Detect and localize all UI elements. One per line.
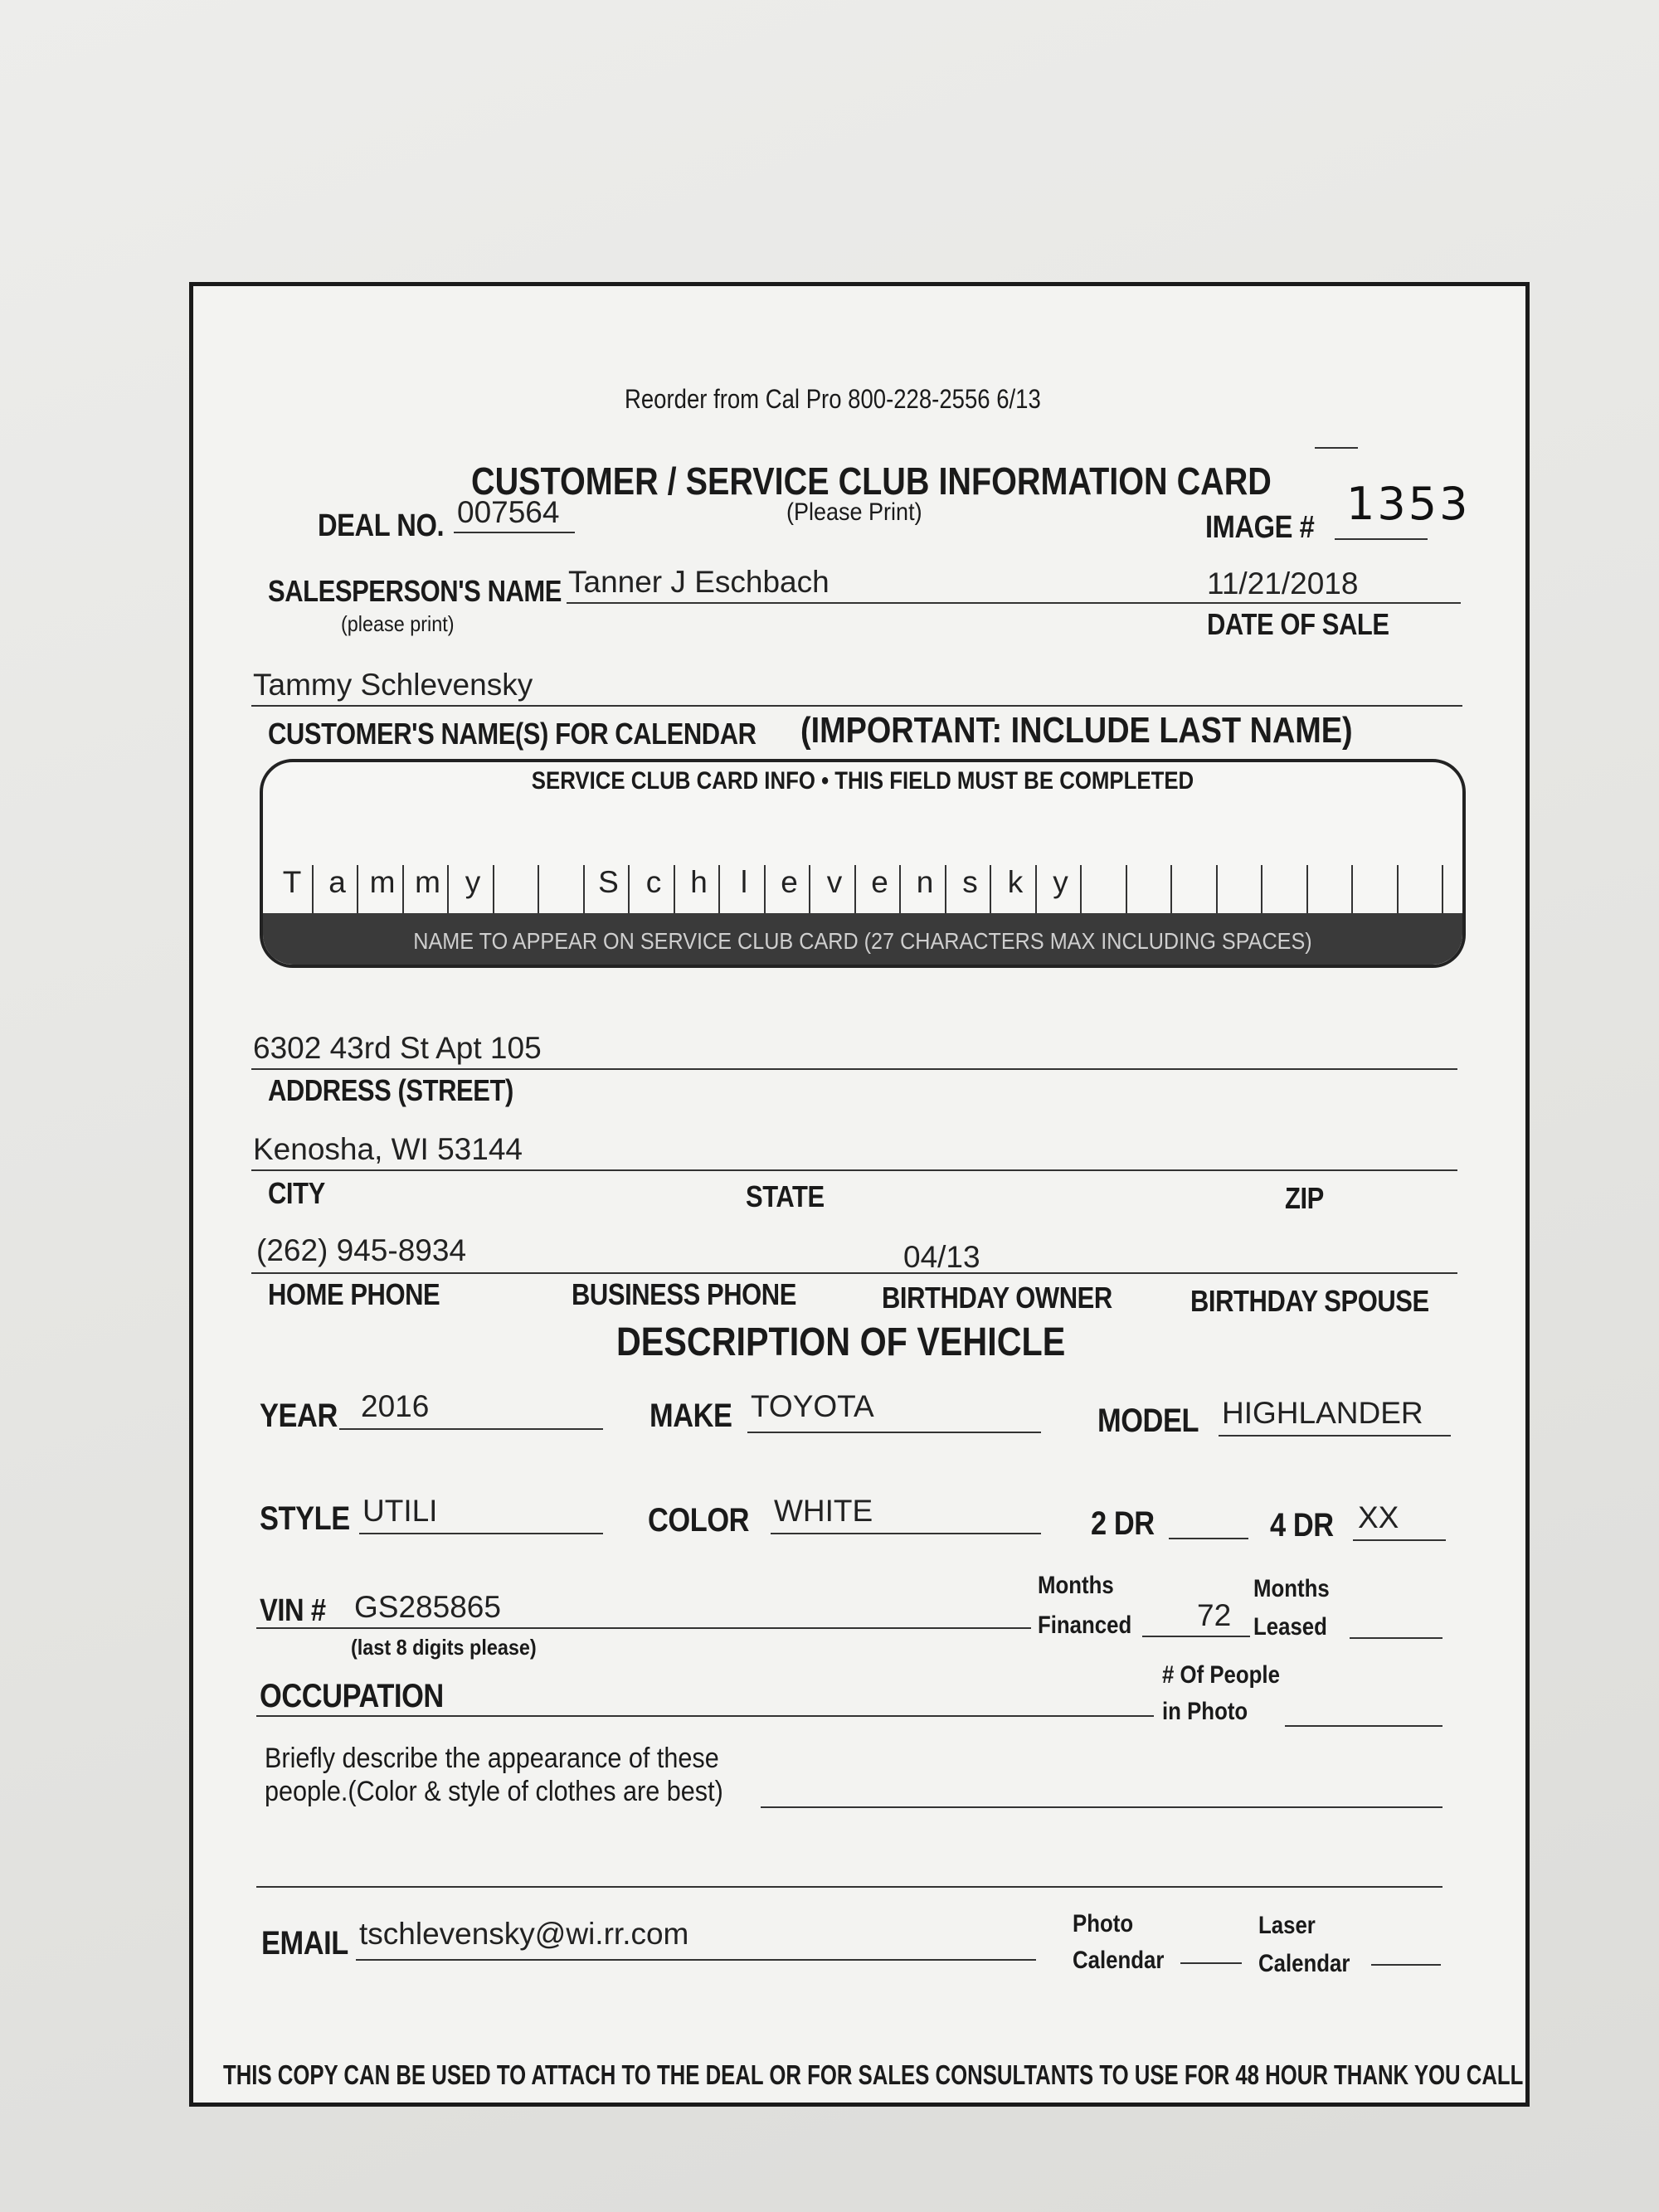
- months-leased-label-1: Months: [1253, 1575, 1330, 1602]
- style-value[interactable]: UTILI: [362, 1494, 438, 1528]
- char-divider: [312, 865, 314, 916]
- service-club-char[interactable]: s: [962, 865, 978, 899]
- char-divider: [899, 865, 901, 916]
- style-label: STYLE: [260, 1500, 350, 1537]
- char-divider: [718, 865, 720, 916]
- char-divider: [1080, 865, 1082, 916]
- describe-line-2: people.(Color & style of clothes are best): [265, 1776, 723, 1807]
- char-divider: [1126, 865, 1127, 916]
- char-divider: [1442, 865, 1443, 916]
- char-divider: [990, 865, 991, 916]
- please-print-note: (Please Print): [786, 498, 922, 526]
- four-door-line: [1353, 1539, 1446, 1541]
- char-divider: [945, 865, 946, 916]
- service-club-char[interactable]: n: [916, 865, 934, 899]
- vin-line: [256, 1627, 1031, 1629]
- model-label: MODEL: [1097, 1403, 1199, 1439]
- char-divider: [1261, 865, 1262, 916]
- photo-calendar-label-1: Photo: [1073, 1910, 1134, 1937]
- customer-name-label: CUSTOMER'S NAME(S) FOR CALENDAR: [268, 717, 757, 751]
- make-value[interactable]: TOYOTA: [751, 1389, 874, 1423]
- service-club-char[interactable]: l: [740, 865, 748, 899]
- people-in-photo-label-1: # Of People: [1162, 1661, 1280, 1689]
- service-club-char[interactable]: a: [328, 865, 346, 899]
- two-door-label: 2 DR: [1091, 1505, 1155, 1542]
- vin-note: (last 8 digits please): [351, 1635, 537, 1660]
- home-phone-label: HOME PHONE: [268, 1277, 440, 1311]
- service-club-footer-bar: [263, 913, 1462, 965]
- char-divider: [1035, 865, 1037, 916]
- char-divider: [1216, 865, 1218, 916]
- two-door-line: [1169, 1538, 1248, 1539]
- char-divider: [538, 865, 539, 916]
- people-in-photo-label-2: in Photo: [1162, 1698, 1248, 1725]
- laser-calendar-label-2: Calendar: [1258, 1950, 1350, 1977]
- describe-line-a: [761, 1806, 1443, 1808]
- city-value[interactable]: Kenosha, WI 53144: [253, 1132, 523, 1166]
- four-door-label: 4 DR: [1270, 1507, 1334, 1544]
- char-divider: [493, 865, 494, 916]
- service-club-char[interactable]: h: [690, 865, 708, 899]
- card-footer-note: THIS COPY CAN BE USED TO ATTACH TO THE DEAL OR FOR SALES CONSULTANTS TO USE FOR 48 HOUR THANK YOU CALL: [223, 2059, 1524, 2090]
- char-divider: [854, 865, 856, 916]
- char-divider: [764, 865, 766, 916]
- date-of-sale-line: [1204, 602, 1461, 604]
- service-club-char[interactable]: k: [1007, 865, 1024, 899]
- char-divider: [1306, 865, 1308, 916]
- color-line: [771, 1533, 1041, 1534]
- birthday-owner-label: BIRTHDAY OWNER: [882, 1281, 1112, 1315]
- char-divider: [1351, 865, 1353, 916]
- city-label: CITY: [268, 1176, 325, 1210]
- vin-label: VIN #: [260, 1593, 326, 1628]
- year-value[interactable]: 2016: [361, 1389, 430, 1423]
- image-no-value[interactable]: 1353: [1346, 478, 1471, 530]
- char-divider: [674, 865, 675, 916]
- salesperson-value[interactable]: Tanner J Eschbach: [568, 565, 830, 599]
- date-of-sale-label: DATE OF SALE: [1207, 607, 1389, 641]
- phones-line: [251, 1272, 1457, 1274]
- service-club-char[interactable]: m: [369, 865, 396, 899]
- customer-info-card: [189, 282, 1530, 2107]
- service-club-box: [260, 759, 1466, 968]
- service-club-footer: NAME TO APPEAR ON SERVICE CLUB CARD (27 CHARACTERS MAX INCLUDING SPACES): [413, 928, 1312, 954]
- char-divider: [628, 865, 630, 916]
- occupation-line: [256, 1715, 1154, 1717]
- address-label: ADDRESS (STREET): [268, 1073, 513, 1107]
- laser-calendar-label-1: Laser: [1258, 1912, 1316, 1939]
- deal-no-label: DEAL NO.: [318, 508, 445, 543]
- months-financed-value[interactable]: 72: [1197, 1598, 1232, 1632]
- customer-name-line: [251, 705, 1462, 707]
- describe-line-1: Briefly describe the appearance of these: [265, 1743, 719, 1774]
- service-club-char[interactable]: e: [871, 865, 888, 899]
- model-line: [1219, 1435, 1451, 1437]
- make-line: [747, 1432, 1041, 1433]
- service-club-char[interactable]: e: [781, 865, 798, 899]
- date-of-sale-value[interactable]: 11/21/2018: [1207, 566, 1359, 600]
- char-divider: [583, 865, 585, 916]
- vehicle-heading: DESCRIPTION OF VEHICLE: [616, 1320, 1066, 1364]
- zip-label: ZIP: [1285, 1181, 1324, 1215]
- color-label: COLOR: [648, 1502, 750, 1539]
- year-line: [339, 1428, 603, 1430]
- service-club-char[interactable]: y: [465, 865, 481, 899]
- photo-calendar-line: [1180, 1962, 1242, 1964]
- deal-no-value[interactable]: 007564: [457, 495, 560, 529]
- business-phone-label: BUSINESS PHONE: [572, 1277, 796, 1311]
- char-divider: [402, 865, 404, 916]
- address-value[interactable]: 6302 43rd St Apt 105: [253, 1031, 542, 1065]
- image-no-line: [1335, 538, 1428, 540]
- char-divider: [1397, 865, 1399, 916]
- months-leased-line: [1350, 1637, 1443, 1639]
- image-no-label: IMAGE #: [1205, 510, 1315, 545]
- occupation-label: OCCUPATION: [260, 1678, 444, 1714]
- birthday-spouse-label: BIRTHDAY SPOUSE: [1190, 1284, 1429, 1318]
- state-label: STATE: [746, 1179, 825, 1213]
- four-door-value[interactable]: XX: [1358, 1500, 1399, 1534]
- people-in-photo-line: [1285, 1725, 1443, 1727]
- city-line: [251, 1169, 1457, 1171]
- color-value[interactable]: WHITE: [774, 1494, 873, 1528]
- address-line: [251, 1068, 1457, 1070]
- style-line: [359, 1533, 603, 1534]
- corner-dash: [1315, 447, 1358, 449]
- service-club-char[interactable]: S: [598, 865, 619, 899]
- describe-line-b: [256, 1886, 1443, 1888]
- important-note: (IMPORTANT: INCLUDE LAST NAME): [800, 710, 1353, 751]
- char-divider: [1170, 865, 1172, 916]
- customer-name-value[interactable]: Tammy Schlevensky: [253, 668, 533, 702]
- email-line: [356, 1959, 1036, 1961]
- laser-calendar-line: [1371, 1964, 1441, 1966]
- home-phone-value[interactable]: (262) 945-8934: [256, 1233, 467, 1267]
- months-financed-label-1: Months: [1038, 1572, 1114, 1599]
- deal-no-line: [454, 532, 575, 533]
- months-financed-line: [1142, 1636, 1250, 1637]
- service-club-char[interactable]: y: [1053, 865, 1068, 899]
- char-divider: [809, 865, 810, 916]
- months-financed-label-2: Financed: [1038, 1612, 1132, 1639]
- photo-calendar-label-2: Calendar: [1073, 1947, 1165, 1974]
- email-label: EMAIL: [261, 1925, 348, 1962]
- year-label: YEAR: [260, 1398, 338, 1434]
- service-club-char[interactable]: m: [415, 865, 440, 899]
- salesperson-sublabel: (please print): [341, 611, 455, 636]
- salesperson-label: SALESPERSON'S NAME: [268, 574, 562, 608]
- service-club-char[interactable]: T: [282, 865, 302, 899]
- reorder-note: Reorder from Cal Pro 800-228-2556 6/13: [625, 384, 1041, 414]
- make-label: MAKE: [649, 1398, 732, 1434]
- service-club-header: SERVICE CLUB CARD INFO • THIS FIELD MUST BE COMPLETED: [531, 767, 1194, 795]
- birthday-owner-value[interactable]: 04/13: [903, 1240, 980, 1274]
- service-club-char[interactable]: c: [645, 865, 662, 899]
- model-value[interactable]: HIGHLANDER: [1222, 1396, 1423, 1430]
- char-divider: [447, 865, 449, 916]
- service-club-char[interactable]: v: [826, 865, 843, 899]
- months-leased-label-2: Leased: [1253, 1613, 1327, 1641]
- char-divider: [357, 865, 358, 916]
- salesperson-line: [567, 602, 1222, 604]
- email-value[interactable]: tschlevensky@wi.rr.com: [359, 1917, 689, 1951]
- card-title: CUSTOMER / SERVICE CLUB INFORMATION CARD: [471, 459, 1272, 503]
- vin-value[interactable]: GS285865: [354, 1590, 501, 1624]
